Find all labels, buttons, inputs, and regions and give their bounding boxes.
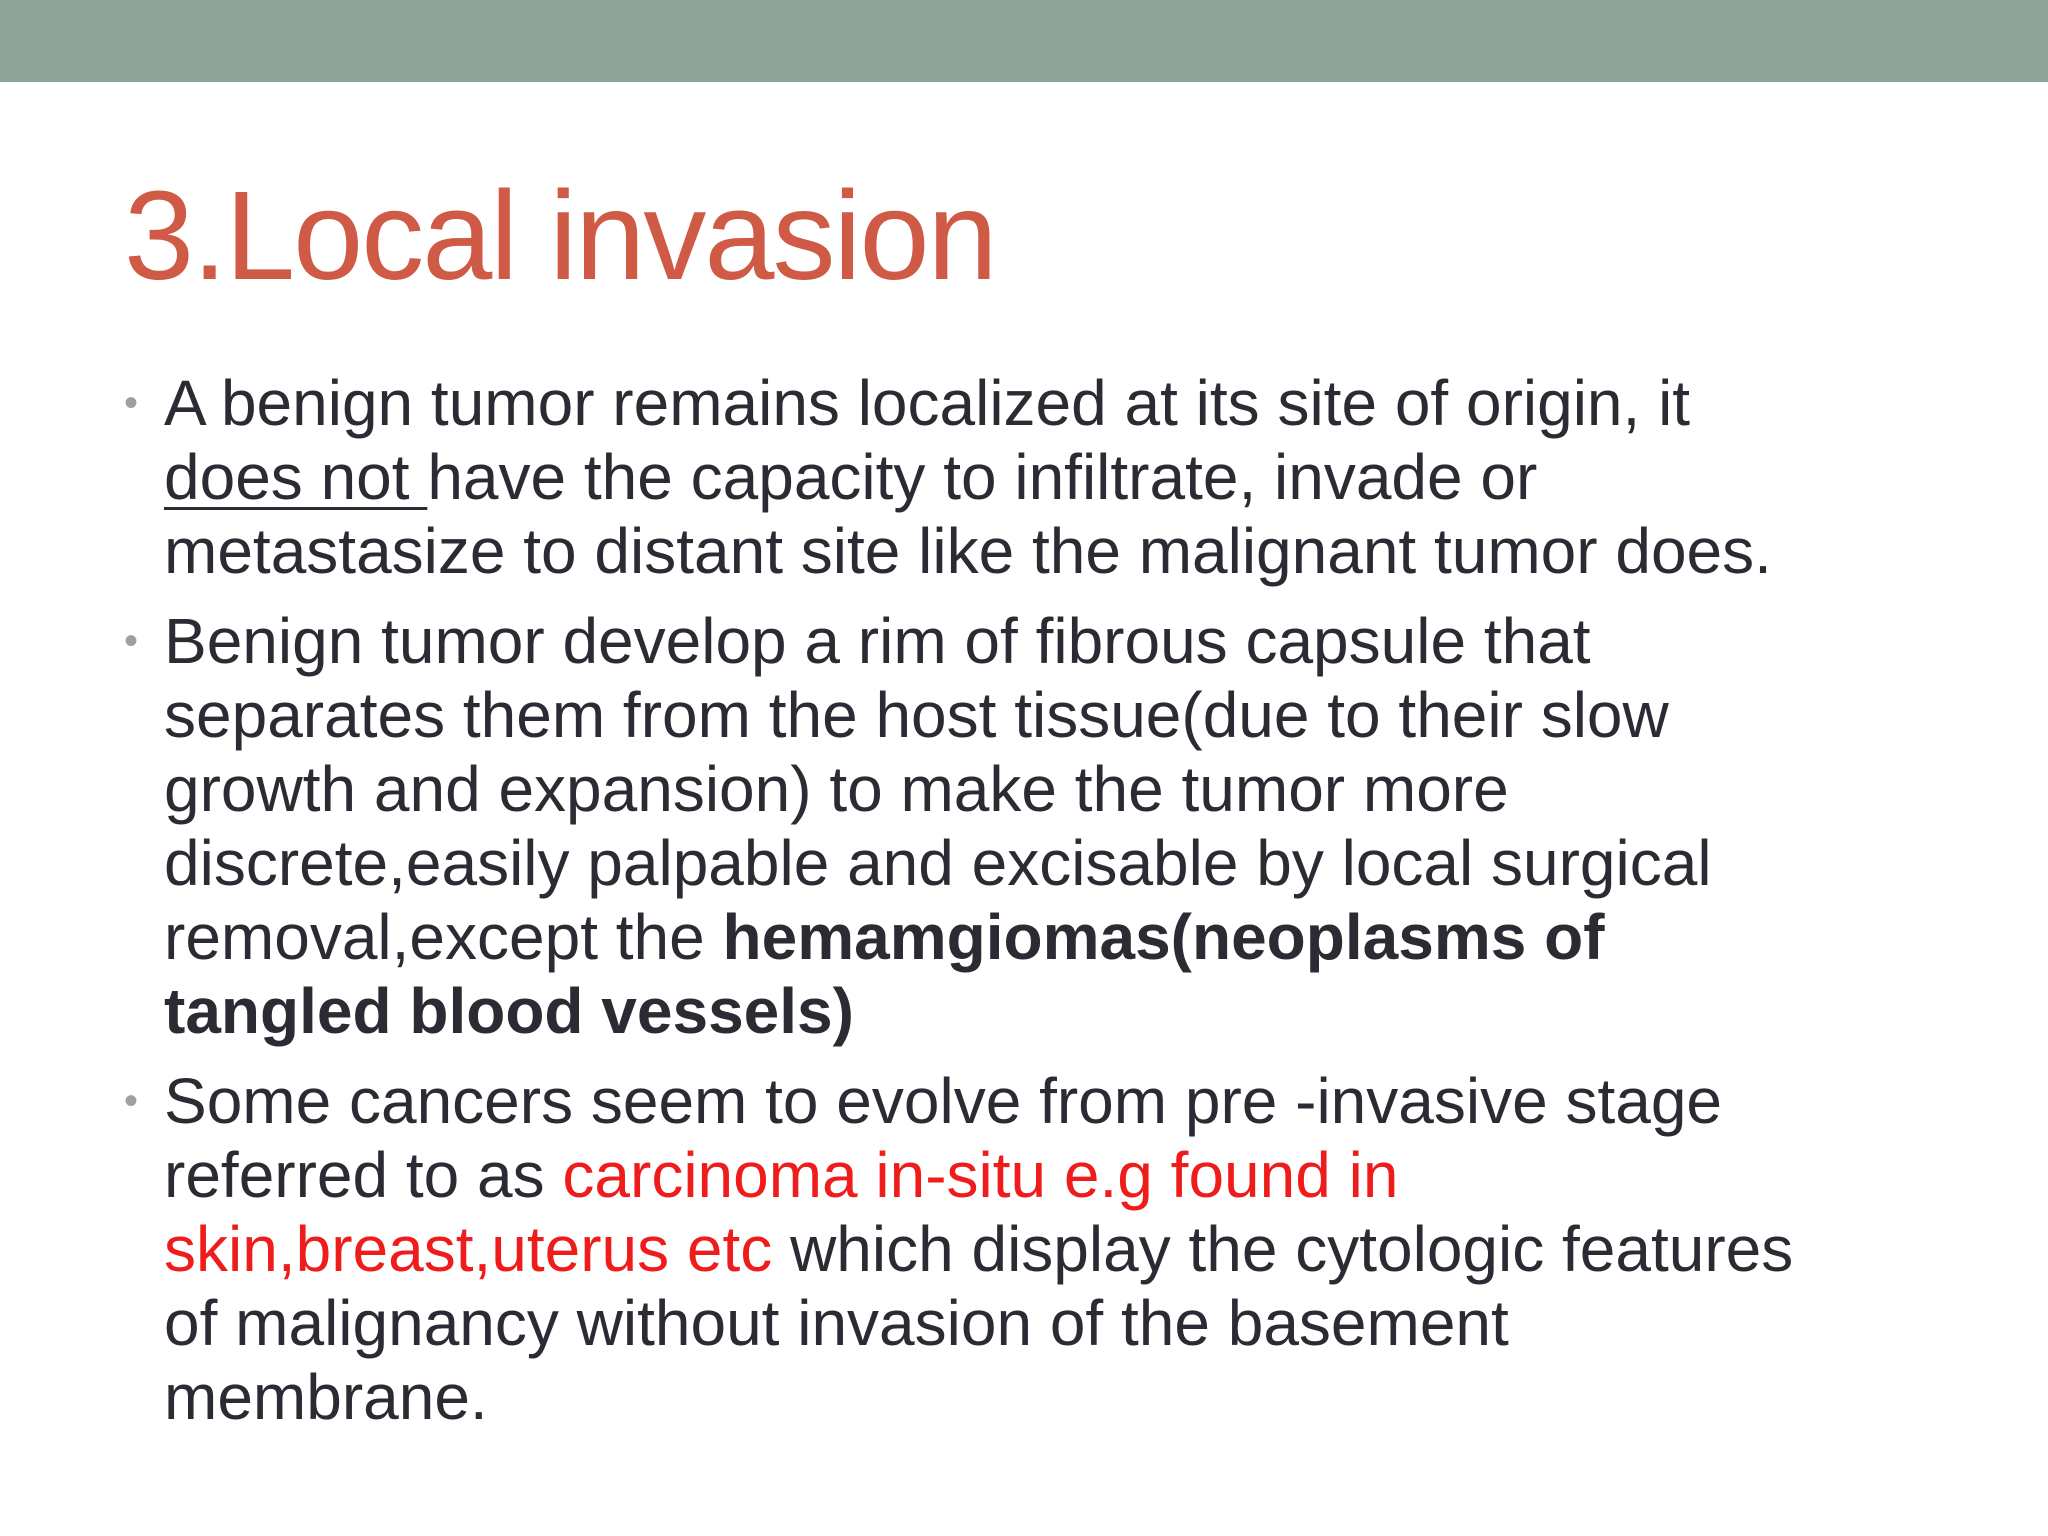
bullet-item	[124, 1064, 1984, 1434]
bullet-line	[164, 366, 1984, 440]
text-run: carcinoma in-situ e.g found in	[562, 1139, 1399, 1211]
bullet-dot-icon: •	[124, 1079, 139, 1123]
bullet-line	[164, 440, 1984, 514]
text-run: A benign tumor remains localized at its site of origin, it	[164, 367, 1691, 439]
bullet-item	[124, 366, 1984, 588]
text-run: growth and expansion) to make the tumor more	[164, 753, 1509, 825]
text-run: which display the cytologic features	[772, 1213, 1794, 1285]
bullet-line	[164, 974, 1984, 1048]
text-run: does not	[164, 441, 428, 513]
text-run: separates them from the host tissue(due to their slow	[164, 679, 1669, 751]
text-run: have the capacity to infiltrate, invade or	[427, 441, 1538, 513]
text-run: tangled blood vessels)	[164, 975, 854, 1047]
bullet-line	[164, 1064, 1984, 1138]
text-run: hemamgiomas(neoplasms of	[722, 901, 1605, 973]
bullet-line	[164, 752, 1984, 826]
bullet-dot-icon: •	[124, 381, 139, 425]
bullet-line	[164, 514, 1984, 588]
text-run: metastasize to distant site like the malignant tumor does.	[164, 515, 1772, 587]
text-run: Some cancers seem to evolve from pre -invasive stage	[164, 1065, 1722, 1137]
bullet-dot-icon: •	[124, 619, 139, 663]
text-run: Benign tumor develop a rim of fibrous capsule that	[164, 605, 1591, 677]
text-run: membrane.	[164, 1361, 488, 1433]
bullet-line	[164, 1212, 1984, 1286]
bullet-line	[164, 826, 1984, 900]
text-run: skin,breast,uterus etc	[164, 1213, 773, 1285]
top-band	[0, 0, 2048, 82]
slide-title: 3.Local invasion	[124, 165, 996, 306]
text-run: removal,except the	[164, 901, 723, 973]
bullet-line	[164, 1286, 1984, 1360]
bullet-line	[164, 1138, 1984, 1212]
bullet-item	[124, 604, 1984, 1048]
text-run: of malignancy without invasion of the basement	[164, 1287, 1509, 1359]
bullet-line	[164, 678, 1984, 752]
bullet-line	[164, 604, 1984, 678]
bullet-line	[164, 900, 1984, 974]
bullet-line	[164, 1360, 1984, 1434]
text-run: referred to as	[164, 1139, 563, 1211]
text-run: discrete,easily palpable and excisable by local surgical	[164, 827, 1712, 899]
bullet-list	[124, 366, 1984, 1450]
